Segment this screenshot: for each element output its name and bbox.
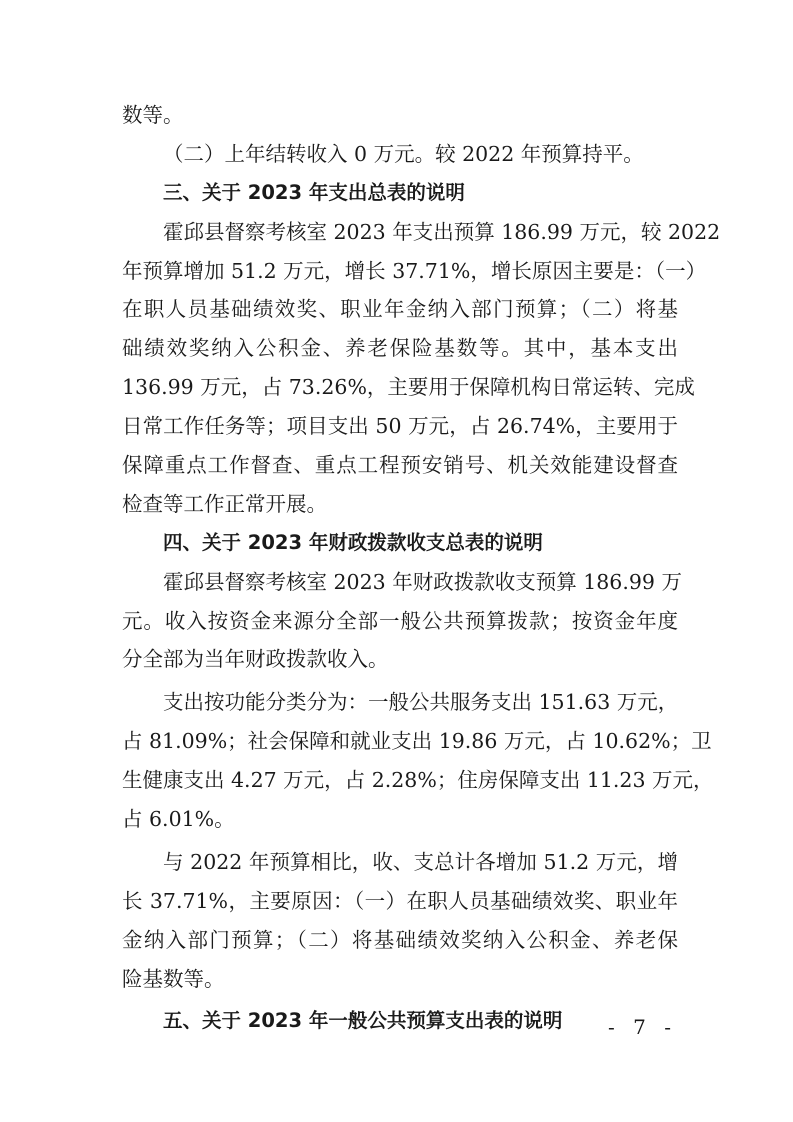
text-line: 与 2022 年预算相比，收、支总计各增加 51.2 万元，增 [163, 849, 678, 874]
text-line: 分全部为当年财政拨款收入。 [122, 647, 389, 672]
text-line: 支出按功能分类分为：一般公共服务支出 151.63 万元， [163, 690, 679, 715]
text-line: 险基数等。 [122, 966, 225, 991]
text-line: 数等。 [122, 103, 184, 127]
text-line: 础绩效奖纳入公积金、养老保险基数等。其中，基本支出 [122, 336, 678, 361]
page-number: - 7 - [608, 1015, 677, 1039]
text-line: 霍邱县督察考核室 2023 年支出预算 186.99 万元，较 2022 [163, 219, 721, 244]
section-heading: 五、关于 2023 年一般公共预算支出表的说明 [163, 1009, 563, 1033]
text-line: 生健康支出 4.27 万元，占 2.28%；住房保障支出 11.23 万元， [122, 768, 714, 793]
document-body [122, 96, 721, 1041]
text-line: 金纳入部门预算；（二）将基础绩效奖纳入公积金、养老保 [122, 927, 678, 952]
text-line: 在职人员基础绩效奖、职业年金纳入部门预算；（二）将基 [122, 297, 678, 322]
text-line: 136.99 万元，占 73.26%，主要用于保障机构日常运转、完成 [122, 375, 695, 400]
section-heading: 四、关于 2023 年财政拨款收支总表的说明 [163, 530, 543, 554]
text-line: 检查等工作正常开展。 [122, 491, 327, 516]
section-heading: 三、关于 2023 年支出总表的说明 [163, 180, 465, 204]
text-line: 元。收入按资金来源分全部一般公共预算拨款；按资金年度 [122, 608, 678, 633]
text-line: 长 37.71%，主要原因：（一）在职人员基础绩效奖、职业年 [122, 888, 678, 913]
text-line: 霍邱县督察考核室 2023 年财政拨款收支预算 186.99 万 [163, 569, 682, 594]
text-line: 占 81.09%；社会保障和就业支出 19.86 万元，占 10.62%；卫 [122, 729, 712, 754]
text-line: 保障重点工作督查、重点工程预安销号、机关效能建设督查 [122, 453, 678, 478]
text-line: 日常工作任务等；项目支出 50 万元，占 26.74%，主要用于 [122, 414, 678, 439]
text-line: 占 6.01%。 [122, 807, 235, 832]
text-line: （二）上年结转收入 0 万元。较 2022 年预算持平。 [163, 141, 644, 166]
text-line: 年预算增加 51.2 万元，增长 37.71%，增长原因主要是：（一） [122, 258, 707, 283]
